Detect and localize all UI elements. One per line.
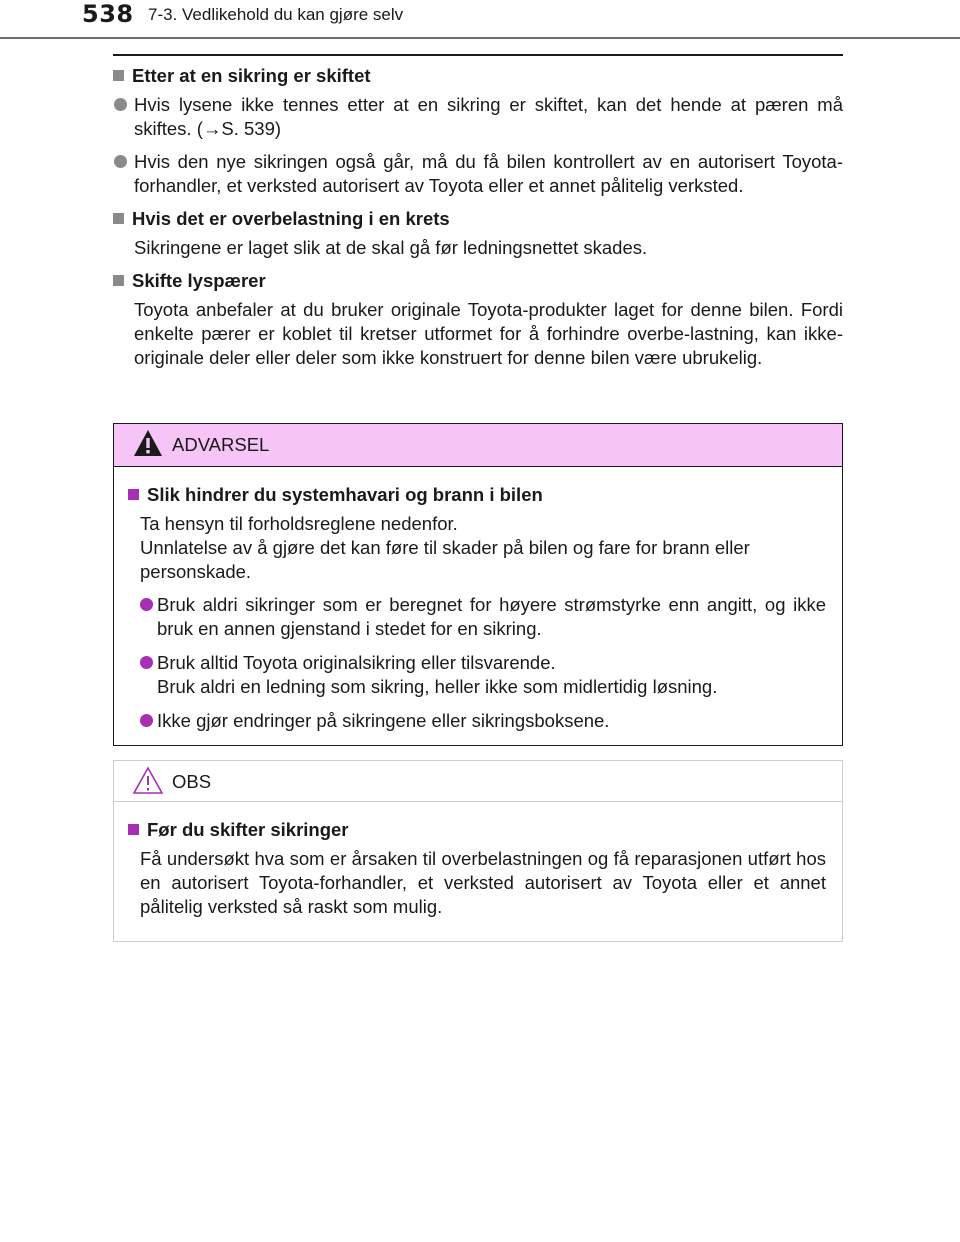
section-heading	[113, 64, 843, 88]
section-title: 7-3. Vedlikehold du kan gjøre selv	[148, 5, 404, 24]
warning-heading	[128, 483, 826, 507]
notice-text: Få undersøkt hva som er årsaken til overbelastningen og få reparasjonen utført hos en autorisert Toyota-forhandler, et verksted autorisert av Toyota eller et annet pålitelig verksted så raskt som mulig.	[140, 848, 826, 917]
notice-box	[113, 760, 843, 942]
heading-text: Slik hindrer du systemhavari og brann i bilen	[147, 484, 543, 505]
main-content	[113, 64, 843, 379]
list-item-text: Bruk aldri en ledning som sikring, heller ikke som midlertidig løsning.	[157, 676, 718, 697]
warning-intro	[128, 512, 826, 584]
content-rule	[113, 54, 843, 56]
warning-list-item	[128, 593, 826, 641]
list-item-text: Hvis lysene ikke tennes etter at en sikring er skiftet, kan det hende at pæren må skiftes. (→S. 539)	[134, 94, 843, 139]
heading-text: Hvis det er overbelastning i en krets	[132, 208, 450, 229]
heading-text: Før du skifter sikringer	[147, 819, 349, 840]
warning-triangle-icon	[132, 428, 164, 458]
circle-bullet-icon	[140, 714, 153, 727]
list-item-text: Ikke gjør endringer på sikringene eller sikringsboksene.	[157, 710, 610, 731]
list-item	[113, 93, 843, 141]
circle-bullet-icon	[140, 656, 153, 669]
heading-text: Etter at en sikring er skiftet	[132, 65, 371, 86]
notice-heading	[128, 818, 826, 842]
warning-box	[113, 423, 843, 746]
warning-title: ADVARSEL	[172, 434, 270, 455]
page-header	[0, 0, 960, 40]
warning-body	[114, 467, 842, 733]
paragraph: Toyota anbefaler at du bruker originale Toyota-produkter laget for denne bilen. Fordi enkelte pærer er koblet til kretser utformet for å forhindre overbe-lastning, kan ikke-originale deler eller deler som ikke konstruert for denne bilen være ubrukelig.	[134, 299, 843, 368]
list-item-text: Bruk aldri sikringer som er beregnet for høyere strømstyrke enn angitt, og ikke bruk en annen gjenstand i stedet for en sikring.	[157, 594, 826, 639]
section-heading	[113, 269, 843, 293]
square-bullet-icon	[128, 824, 139, 835]
warning-list-item	[128, 709, 826, 733]
square-bullet-icon	[128, 489, 139, 500]
list-item-text: Hvis den nye sikringen også går, må du få bilen kontrollert av en autorisert Toyota-forhandler, et verksted autorisert av Toyota eller et annet pålitelig verksted.	[134, 151, 843, 196]
warning-header	[114, 424, 842, 467]
intro-line: Ta hensyn til forholdsreglene nedenfor.	[140, 513, 458, 534]
list-item-text: Bruk alltid Toyota originalsikring eller tilsvarende.	[157, 652, 556, 673]
page-number: 538	[82, 0, 134, 28]
notice-body	[114, 802, 842, 919]
square-bullet-icon	[113, 70, 124, 81]
header-rule	[0, 37, 960, 39]
circle-bullet-icon	[114, 98, 127, 111]
heading-text: Skifte lyspærer	[132, 270, 266, 291]
section-heading	[113, 207, 843, 231]
notice-header	[114, 761, 842, 802]
square-bullet-icon	[113, 275, 124, 286]
circle-bullet-icon	[114, 155, 127, 168]
warning-list-item	[128, 651, 826, 699]
square-bullet-icon	[113, 213, 124, 224]
paragraph: Sikringene er laget slik at de skal gå før ledningsnettet skades.	[134, 237, 648, 258]
notice-title: OBS	[172, 771, 212, 792]
list-item	[113, 150, 843, 198]
intro-line: Unnlatelse av å gjøre det kan føre til skader på bilen og fare for brann eller personskade.	[140, 537, 750, 582]
circle-bullet-icon	[140, 598, 153, 611]
caution-triangle-icon	[132, 765, 164, 795]
